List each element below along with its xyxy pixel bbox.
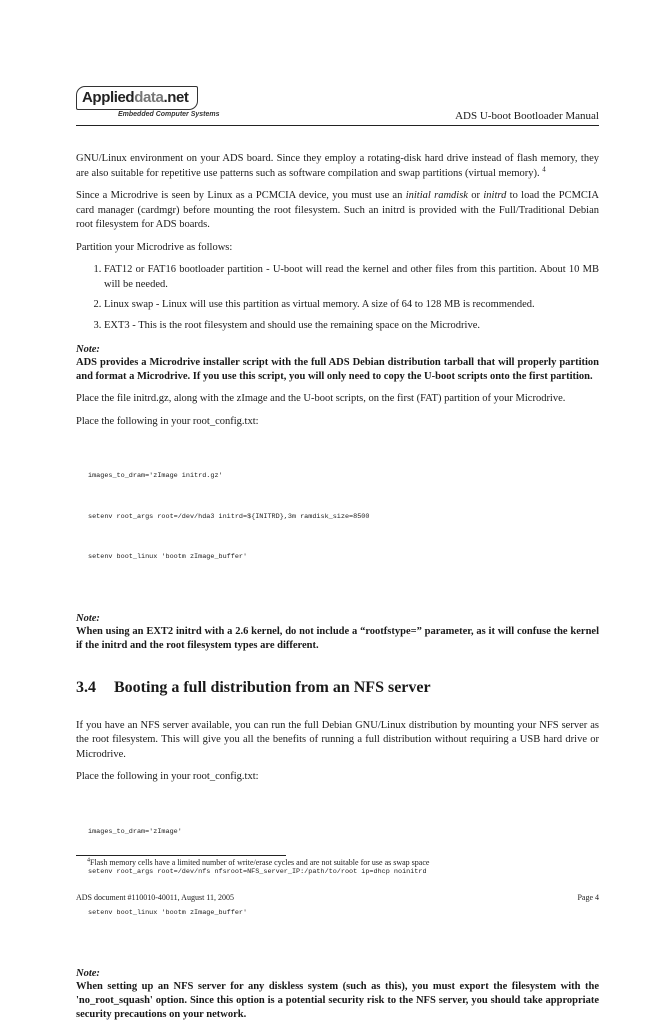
note-nfs-security: When setting up an NFS server for any diskless system (such as this), you must export the filesystem with the 'no_root_squash' option. Since this option is a potential security risk to the NFS server, you should take appropriate security precautions on your network. — [76, 981, 599, 1020]
company-logo — [76, 86, 220, 124]
code-line: images_to_dram='zImage' — [88, 827, 182, 836]
footnote-number: 4 — [87, 857, 90, 864]
section-heading — [76, 679, 599, 697]
footnote — [87, 858, 429, 867]
code-line: images_to_dram='zImage initrd.gz' — [88, 472, 223, 480]
footnote-text: Flash memory cells have a limited number of write/erase cycles and are not suitable for use as swap space — [90, 858, 430, 867]
paragraph-pcmcia: Since a Microdrive is seen by Linux as a PCMCIA device, you must use an initial ramdisk or initrd to load the PCMCIA card manager (cardmgr) before mounting the root filesystem. Such an initrd is provided with the Full/Traditional Debian root filesystem for ADS boards. — [76, 190, 600, 230]
footnote-divider — [76, 855, 286, 856]
code-line: setenv root_args root=/dev/nfs nfsroot=NFS_server_IP:/path/to/root ip=dhcp noinitrd — [88, 868, 427, 876]
paragraph-root-config: Place the following in your root_config.txt: — [76, 415, 259, 427]
paragraph-microdrive-intro: GNU/Linux environment on your ADS board. Since they employ a rotating-disk hard drive instead of flash memory, they are also suitable for repetitive use patterns such as software compilation and swap partitions (virtual memory). $^4$ — [76, 153, 599, 179]
document-title: ADS U-boot Bootloader Manual — [455, 110, 599, 122]
paragraph-root-config: Place the following in your root_config.txt: — [76, 771, 259, 782]
note-label: Note: — [76, 968, 100, 979]
header-divider — [76, 125, 599, 126]
note-ext2-initrd: When using an EXT2 initrd with a 2.6 kernel, do not include a “rootfstype=” parameter, as it will confuse the kernel if the initrd and the root filesystem types are different. — [76, 625, 599, 651]
footer-page-number: Page 4 — [577, 893, 599, 902]
paragraph-partition-intro: Partition your Microdrive as follows: — [76, 241, 233, 253]
note-installer-script: ADS provides a Microdrive installer script with the full ADS Debian distribution tarball that will properly partition and format a Microdrive. If you use this script, you will only need to copy the U-boot scripts onto the first partition. — [76, 357, 599, 382]
paragraph-place-initrd: Place the file initrd.gz, along with the zImage and the U-boot scripts, on the first (FAT) partition of your Microdrive. — [76, 393, 566, 404]
footer-document-id: ADS document #110010-40011, August 11, 2005 — [76, 893, 234, 902]
logo-wordmark: Applieddata.net — [76, 86, 198, 110]
list-item: 2. Linux swap - Linux will use this partition as virtual memory. A size of 64 to 128 MB is recommended. — [104, 298, 599, 313]
list-item: 3. EXT3 - This is the root filesystem and should use the remaining space on the Microdrive. — [104, 319, 599, 334]
code-line: setenv root_args root=/dev/hda3 initrd=${INITRD},3m ramdisk_size=8500 — [88, 512, 370, 521]
note-label: Note: — [76, 612, 100, 624]
paragraph-nfs-intro: If you have an NFS server available, you can run the full Debian GNU/Linux distribution by mounting your NFS server as the root filesystem. This will give you all the benefits of running a full distribution without requiring a USB hard drive or Microdrive. — [76, 719, 599, 760]
code-line: setenv boot_linux 'bootm zImage_buffer' — [88, 553, 248, 561]
partition-list — [76, 263, 599, 333]
section-title: Booting a full distribution from an NFS server — [114, 678, 431, 696]
note-label: Note: — [76, 344, 100, 355]
footnote-ref: 4 — [542, 165, 546, 173]
section-number: 3.4 — [76, 678, 96, 696]
code-line: setenv boot_linux 'bootm zImage_buffer' — [88, 908, 248, 917]
logo-tagline: Embedded Computer Systems — [118, 111, 220, 118]
code-block-nfs — [88, 799, 599, 948]
code-block-microdrive — [88, 443, 599, 592]
list-item: 1. FAT12 or FAT16 bootloader partition - U-boot will read the kernel and other files from this partition. About 10 MB will be needed. — [104, 263, 599, 292]
